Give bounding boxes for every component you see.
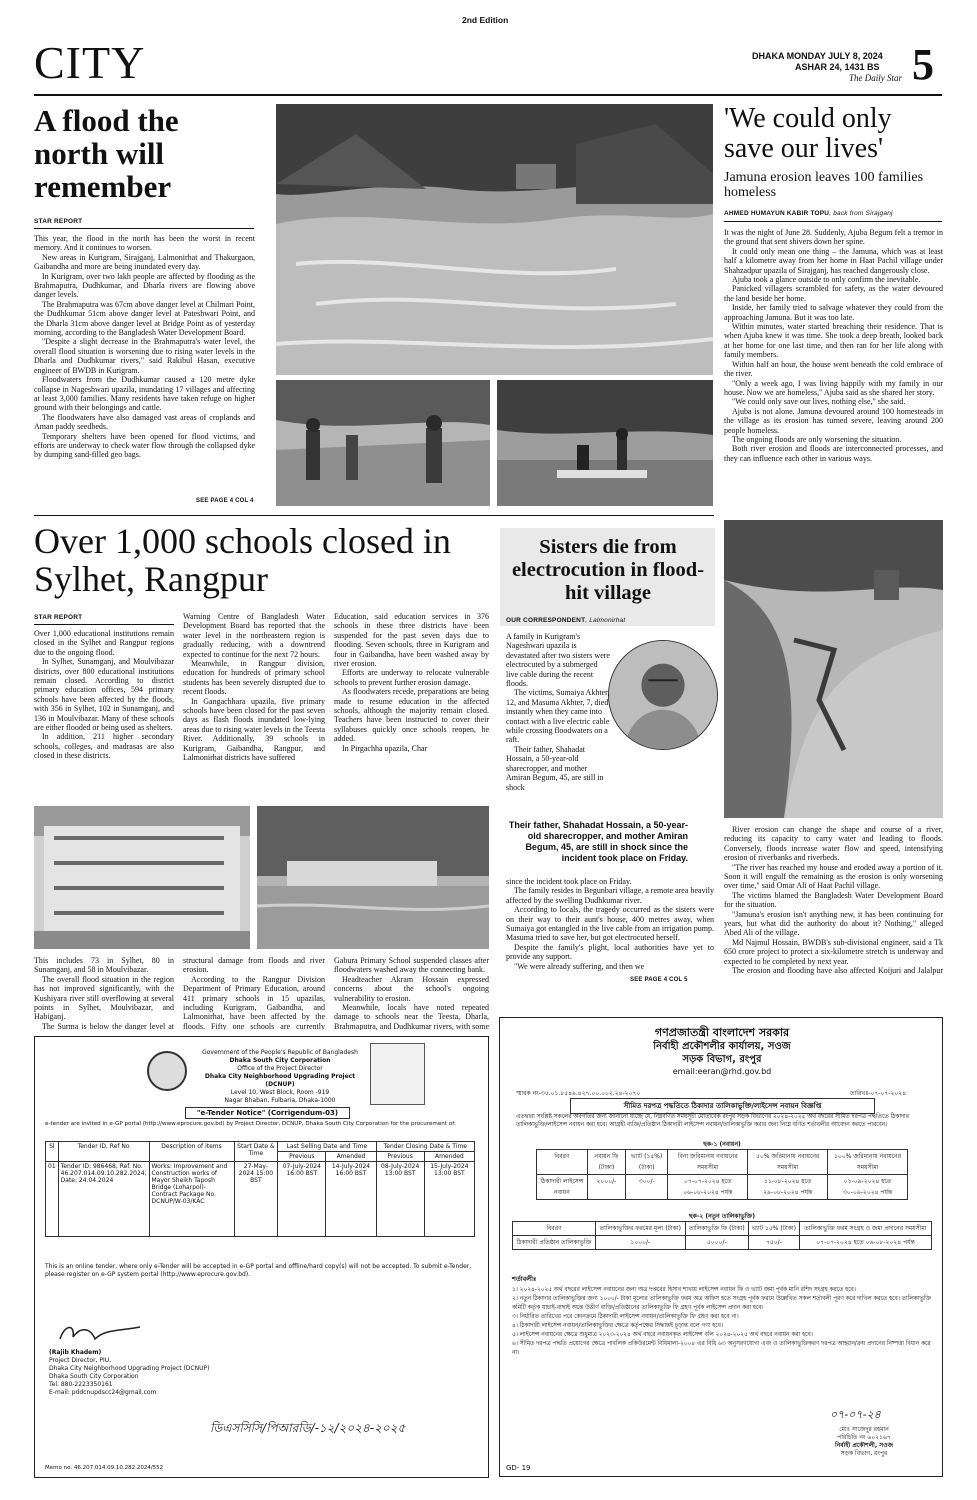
t1-cell: ১১-০৮-২০২৪ হতে ২৯-০৮-২০২৪ পর্যন্ত <box>748 1175 828 1200</box>
flood-para: Floodwaters from the Dudhkumar caused a 120 metre dyke collapse in Nageshwari upazila, inundating 17 villages and affecting at least 3,000 families. Many residents have taken refuge on higher ground with their belongings and cattle. <box>34 375 255 413</box>
sisters-para: "We were already suffering, and then we <box>514 961 645 971</box>
gov-line: Government of the People's Republic of Bangladesh <box>202 1049 358 1056</box>
schools-para: Efforts are underway to relocate vulnerable schools to prevent further erosion damage. <box>334 668 489 687</box>
t2-head: তালিকাভুক্তি ফি (টাকা) <box>685 1222 748 1236</box>
tender-intro: e-tender are invited in e-GP portal (http://www.eprocure.gov.bd) by Project Director, DCNUP, Dhaka South City Corporation for the procurement of: <box>45 1121 456 1127</box>
sisters-para: The family resides in Begunbari village, a remote area heavily affected by the swelling Dudhkumar river. <box>506 886 714 905</box>
schools-para: Gabura Primary School suspended classes after floodwaters washed away the connecting bank. <box>334 956 489 975</box>
signature <box>55 1319 145 1347</box>
flood-para: "Despite a slight decrease in the Brahmaputra's water level, the overall flood situation is worsening due to rising water levels in the Dharla and Dudhkumar rivers," said Rakibul Hasan, executive engineer of BWDB in Kurigram. <box>34 337 255 375</box>
jamuna-para: It could only mean one thing – the Jamuna, which was at least half a kilometre away from her home in Haat Pachil village under Shahzadpur upazila of Sirajganj, has reached dangerously close. <box>724 246 943 275</box>
td-cell: Works: Improvement and Construction works of Mayor Sheikh Taposh Bridge (Loharpol)- Contract Package No. DCNUP/W-03/KAC <box>149 1162 234 1237</box>
rhd-date: তারিখঃ-০৭-০৭-২০২৪ <box>850 1090 907 1097</box>
th-closing: Tender Closing Date & Time <box>376 1142 474 1152</box>
jamuna-deck: Jamuna erosion leaves 100 families homeless <box>724 170 924 200</box>
flood-para: This year, the flood in the north has been the worst in recent memory. And it continues to worsen. <box>34 234 255 253</box>
flood-para: Temporary shelters have been opened for flood victims, and efforts are underway to check water flow through the collapsed dyke by dumping sand-filled geo bags. <box>34 431 255 460</box>
td-cell: 01 <box>46 1162 59 1237</box>
jamuna-para: Ajuba is not alone. Jamuna devoured around 100 homesteads in the village as its erosion has turned severe, leaving around 200 people homeless. <box>724 406 943 435</box>
flood-byline-rule <box>34 228 254 229</box>
schools-para: As floodwaters recede, preparations are being made to resume education in the affected schools, although the majority remain closed. Teachers have been instructed to cover their syllabuses quickly once schools reopen, he added. <box>334 687 489 744</box>
jamuna-para: The ongoing floods are only worsening the situation. <box>732 434 902 444</box>
sisters-byline-name: OUR CORRESPONDENT <box>506 617 586 624</box>
td-cell: 07-July-2024 16:00 BST <box>278 1162 326 1237</box>
rhd-term: ৬। সীমিত দরপত্র পদ্ধতি প্রয়োগের ক্ষেত্রে পাবলিক প্রকিউরমেন্ট বিধিমালা-২০০৮ এর বিধি ৬৩ অনুসরণযোগ্য এবং ও তালিকাভুক্তিকরণ দরপত্র আহ্বান/ক্রয় প্রদানের নিষ্পত্তা বিধান করে না। <box>512 1341 931 1356</box>
sisters-para: Despite the family's plight, local authorities have yet to provide any support. <box>506 942 714 962</box>
dscc-tender-ad <box>34 1036 489 1478</box>
rhd-table2 <box>512 1221 932 1250</box>
signer-title: Dhaka South City Corporation <box>49 1373 139 1380</box>
flood-headline: A flood the north will remember <box>34 103 179 204</box>
th-sub: Amended <box>424 1152 474 1162</box>
jamuna-para: Both river erosion and floods are interconnected processes, and they can influence each other in various ways. <box>724 444 943 463</box>
sisters-body-2 <box>506 877 714 977</box>
jamuna-headline: 'We could only save our lives' <box>724 103 892 164</box>
schools-col2 <box>183 612 325 802</box>
th-sl: Sl <box>46 1142 59 1162</box>
flood-main-photo <box>276 104 713 375</box>
flooded-school-photo <box>257 806 489 949</box>
schools-byline-rule <box>34 624 174 625</box>
jamuna-para: "We could only save our lives, nothing else," she said. <box>732 397 906 407</box>
sisters-para: Their father, Shahadat Hossain, a 50-year-old sharecropper, and mother Amiran Begum, 45, are still in shock <box>506 744 604 792</box>
schools-para: The Surma is below the danger level at <box>42 1021 174 1030</box>
jamuna-byline-place: , back from Sirajganj <box>829 210 893 217</box>
th-last-selling: Last Selling Date and Time <box>278 1142 376 1152</box>
schools-para: Meanwhile, locals have noted repeated damage to schools near the Teesta, Dharla, Brahmaputra, and Dudhkumar rivers, with some <box>334 1003 489 1030</box>
rhd-signer: মোঃ সাজেদুর রহমান <box>839 1426 889 1433</box>
rhd-table1-title: ছক-১ (নবায়ন) <box>703 1141 741 1148</box>
office-line: Office of the Project Director <box>237 1065 323 1072</box>
sisters-pullquote: Their father, Shahadat Hossain, a 50-year-old sharecropper, and mother Amiran Begum, 45, are still in shock since the incident took place on Friday. <box>508 820 688 863</box>
jamuna-para: Within minutes, water started breaching their residence. That is when Ajuba knew it was time. She took a deep breath, looked back at her home for one last time, and then ran for her life along with family members. <box>724 322 943 360</box>
schools-para: structural damage from floods and river erosion. <box>183 956 325 975</box>
flood-jump: SEE PAGE 4 COL 4 <box>196 498 254 504</box>
section-title: CITY <box>34 37 146 88</box>
t1-head: বিবরণ <box>537 1150 588 1175</box>
t1-cell: ২০০০/- <box>587 1175 625 1200</box>
t2-head: বিবরণ <box>513 1222 596 1236</box>
t2-cell: ১০০০/- <box>595 1236 685 1250</box>
rhd-signer-block <box>804 1426 924 1458</box>
jamuna-para: Md Najmul Hossain, BWDB's sub-divisional engineer, said a Tk 650 crore project to protect a six-kilometre stretch is underway and expected to be completed by next year. <box>724 937 943 966</box>
t1-cell: ০১-০৯-২০২৪ হতে ৩০-০৯-২০২৪ পর্যন্ত <box>828 1175 908 1200</box>
schools-col4 <box>34 956 174 1030</box>
dscc-logo <box>147 1051 187 1091</box>
td-cell: Tender ID: 986468, Ref. No. 46.207.014.09.10.282.2024, Date: 24.04.2024 <box>58 1162 149 1237</box>
sisters-para: A family in Kurigram's Nageshwari upazila is devastated after two sisters were electrocuted by a submerged live cable during the recent floods. <box>506 632 610 689</box>
rhd-table2-title: ছক-২ (নতুন তালিকাভুক্তি) <box>689 1213 755 1220</box>
th-sub: Previous <box>278 1152 326 1162</box>
pr-stamp-number: ডিএসসিসি/পিআরডি/-১২/২০২৪-২০২৫ <box>210 1421 406 1435</box>
erosion-photo <box>724 520 943 818</box>
td-cell: 15-July-2024 13:00 BST <box>424 1162 474 1237</box>
t2-cell: ৭৫০/- <box>748 1236 799 1250</box>
flood-body <box>34 234 255 506</box>
t1-cell: ৩০০/- <box>626 1175 668 1200</box>
schools-para: Over 1,000 educational institutions remain closed in the Sylhet and Rangpur regions due to the ongoing flood. <box>34 629 174 657</box>
tender-notice-title: "e-Tender Notice" (Corrigendum-03) <box>185 1107 350 1119</box>
t1-head: বিনা জরিমানায় নবায়নের সময়সীমা <box>668 1150 748 1175</box>
t1-head: ১০০% জরিমানায় নবায়নের সময়সীমা <box>828 1150 908 1175</box>
t2-cell: ০৭-০৭-২০২৪ হতে ০৬-০৮-২০২৪ পর্যন্ত <box>799 1236 931 1250</box>
rhd-gov: গণপ্রজাতন্ত্রী বাংলাদেশ সরকার <box>654 1026 790 1039</box>
schools-para: In Sylhet, Sunamganj, and Moulvibazar districts, over 800 educational institutions remain closed. According to district primary education offices, 594 primary schools have been affected by the floods, with 356 in Sylhet, 102 in Sunamganj, and 136 in Moulvibazar. Many of these schools are either flooded or being used as shelters. <box>34 657 174 733</box>
rhd-division: সড়ক বিভাগ, রংপুর <box>682 1054 762 1065</box>
jamuna-body <box>724 228 943 510</box>
rhd-office: নির্বাহী প্রকৌশলীর কার্যালয়, সওজ <box>653 1041 791 1052</box>
jamuna-byline-name: AHMED HUMAYUN KABIR TOPU <box>724 210 830 217</box>
t2-head: তালিকাভুক্তি ফরম সংগ্রহ ও জমা প্রদানের সময়সীমা <box>799 1222 931 1236</box>
dyke-photo <box>276 380 490 506</box>
schools-para: Education, said education services in 376 schools in these three districts have been suspended for the past seven days due to flooding. Seven schools, three in Kurigram and four in Gaibandha, have been washed away by river erosion. <box>334 612 489 669</box>
signer-name: (Rajib Khadem) <box>49 1349 102 1356</box>
flood-para: The floodwaters have also damaged vast areas of croplands and Aman paddy seedbeds. <box>34 412 255 432</box>
rhd-term: ৩। নির্ধারিত তারিখের পরে কোনক্রমে ঠিকাদারী লাইসেন্স নবায়ন/তালিকাভুক্তি ফি গ্রহণ করা হবে না। <box>512 1314 739 1320</box>
th-start: Start Date & Time <box>234 1142 278 1162</box>
jamuna-para: It was the night of June 28. Suddenly, Ajuba Begum felt a tremor in the ground that sent shivers down her spine. <box>724 228 943 247</box>
dscc-header <box>195 1049 365 1105</box>
tender-footer: This is an online tender, where only e-Tender will be accepted in e-GP portal and offline/hard copy(s) will not be accepted. To submit e-Tender, please register on e-GP system portal (http://www.eprocure.gov.bd). <box>45 1263 472 1278</box>
signer-email: E-mail: pddcnupdscc24@gmail.com <box>49 1389 157 1396</box>
jamuna-para: Inside, her family tried to salvage whatever they could from the approaching Jamuna. But it was too late. <box>724 303 943 322</box>
flood-para: New areas in Kurigram, Sirajganj, Lalmonirhat and Thakurgaon, Gaibandha and more are being inundated every day. <box>34 252 255 272</box>
th-description: Description of items <box>149 1142 234 1162</box>
rhd-des: সড়ক বিভাগ, রংপুর <box>840 1450 888 1457</box>
t1-head: ভ্যাট (১৫%) (টাকা) <box>626 1150 668 1175</box>
sisters-byline-place: , Lalmonirhat <box>585 617 626 624</box>
rhd-header <box>500 1026 943 1077</box>
jamuna-para: "Jamuna's erosion isn't anything new, it has been continuing for years, but what did the authority do about it? Nothing," alleged Abed Ali of the village. <box>724 909 943 938</box>
bangla-date: ASHAR 24, 1431 BS <box>795 62 880 72</box>
t2-head: ভ্যাট ১৫% (টাকা) <box>748 1222 799 1236</box>
jamuna-para: The victims blamed the Bangladesh Water Development Board for the situation. <box>724 890 943 910</box>
edition-label: 2nd Edition <box>462 15 509 25</box>
rhd-title: সীমিত দরপত্র পদ্ধতিতে ঠিকাদার তালিকাভুক্তি/লাইসেন্স নবায়ন বিজ্ঞপ্তি <box>570 1098 875 1114</box>
schools-para: In addition, 211 higher secondary schools, colleges, and madrasas are also closed in these districts. <box>34 732 174 761</box>
signer-tel: Tel. 880-2223350161 <box>49 1381 113 1388</box>
schools-para: Headteacher Akram Hossain expressed concerns about the school's ongoing vulnerability to erosion. <box>334 974 489 1003</box>
t1-head: নবায়ন ফি (টাকা) <box>587 1150 625 1175</box>
jamuna-para: "Only a week ago, I was living happily with my family in our house. Now we are homeless," Ajuba said as she shared her story. <box>724 378 943 397</box>
jamuna-para: Within half an hour, the house went beneath the cold embrace of the river. <box>724 359 943 379</box>
signer-title: Project Director, PIU, <box>49 1357 112 1364</box>
rhd-term: ২। নতুন ঠিকাদার তালিকাভুক্তির জন্য ১০০০/- টাকা মূল্যের তালিকাভুক্তি ফরম অত্র অফিস হতে সংগ্রহ পূর্বক ফরমে উল্লেখিত সকল শর্তাবলী পূরণ করে দাখিল করতে হবে। তালিকাভুক্তি কমিটি কর্তৃক যাচাই-বাছাই অন্তে উত্তীর্ণ ব্যক্তি/প্রতিষ্ঠানের তালিকাভুক্তি ফি গ্রহণ পূর্বক লাইসেন্স প্রদান করা হবে। <box>512 1296 931 1311</box>
rhd-memo: স্মারক নং-৩৫.০১.৮৫৪৯.৪২৭.০০.০০২.২৪-২০৭০ <box>516 1090 641 1097</box>
schools-para: In Pirgachha upazila, Char <box>342 743 428 753</box>
flood-para: In Kurigram, over two lakh people are affected by flooding as the Brahmaputra, Dudhkumar, and Dharla rivers are flowing above danger levels. <box>34 271 255 300</box>
t1-cell: ০৭-০৭-২০২৪ হতে ০৬-০৮-২০২৪ পর্যন্ত <box>668 1175 748 1200</box>
rhd-sign-date: ০৭-০৭-২৪ <box>830 1408 881 1421</box>
addr-line: Level 10, West Block, Room -919 <box>230 1089 330 1096</box>
rhd-term: ১। ২০২৪-২০২৫ অর্থ বছরের লাইসেন্স নবায়নের জন্য অত্র দপ্তরের হিসাব শাখায় লাইসেন্স নবায়ন ফি ও ভ্যাট জমা পূর্বক মানি রশিদ সংগ্রহ করতে হবে। <box>512 1287 856 1293</box>
jamuna-body-2 <box>724 825 943 975</box>
t2-head: তালিকাভুক্তির ফরমের মূল্য (টাকা) <box>595 1222 685 1236</box>
schools-para: According to the Rangpur Division Department of Primary Education, around 411 primary schools in 15 upazilas, including Kurigram, Gaibandha, and Lalmonirhat, have been affected by the floods. Fifty one schools are currently <box>183 974 325 1030</box>
th-tender-id: Tender ID, Ref No <box>58 1142 149 1162</box>
rhd-table1 <box>536 1149 908 1200</box>
schools-para: Meanwhile, in Rangpur division, education for hundreds of primary school students has been severely disrupted due to recent floods. <box>183 659 325 697</box>
rhd-notice-ad <box>499 1017 943 1477</box>
td-cell: 27-May-2024 15:00 BST <box>234 1162 278 1237</box>
schools-byline: STAR REPORT <box>34 614 83 621</box>
tender-table <box>45 1141 475 1237</box>
schools-para: The overall flood situation in the region has not improved significantly, with the Kushiyara river still overflowing at several points in Sylhet, Moulvibazar, and Habiganj. <box>34 974 174 1022</box>
jamuna-byline-rule <box>724 221 942 222</box>
schools-headline: Over 1,000 schools closed in Sylhet, Rangpur <box>34 521 451 599</box>
schools-col3 <box>334 612 489 802</box>
signer-block <box>49 1349 209 1397</box>
rhd-intro: এতদ্বারা সংশ্লিষ্ট সকলের অবগতির জন্য জানানো যাচ্ছে যে, নিম্নবর্ণিত সময়সূচী মোতাবেক রংপুর সড়ক বিভাগের ২০২৪-২০২৫ অর্থ বছরের সীমিত দরপত্র পদ্ধতিতে ঠিকাদার তালিকাভুক্তি/লাইসেন্স নবায়ন করা হবে। আগ্রহী ব্যক্তি/প্রতিষ্ঠান ঠিকাদারী লাইসেন্স নবায়ন/তালিকাভুক্তি করার জন্য নিম্নে বর্ণিত শর্তাবলীর আবেদন করতে পারবেন। <box>516 1114 909 1128</box>
jamuna-para: The erosion and flooding have also affected Koijuri and Jalalpur <box>732 966 943 975</box>
memo-number: Memo no. 46.207.014.09.10.282.2024/552 <box>45 1465 164 1471</box>
sisters-para: since the incident took place on Friday. <box>506 877 632 886</box>
jamuna-para: "The river has reached my house and eroded away a portion of it. Soon it will engulf the remaining as the erosion is only worsening over time," said Omar Ali of Haat Pachil village. <box>724 862 943 891</box>
dateline <box>752 51 902 84</box>
raft-photo <box>497 380 713 506</box>
th-sub: Amended <box>326 1152 376 1162</box>
jamuna-byline <box>724 210 893 217</box>
t1-head: ৫০% জরিমানায় নবায়নের সময়সীমা <box>748 1150 828 1175</box>
page-number: 5 <box>912 40 934 89</box>
th-sub: Previous <box>376 1152 424 1162</box>
sisters-jump: SEE PAGE 4 COL 5 <box>630 977 688 983</box>
t2-cell: ৫০০০/- <box>685 1236 748 1250</box>
rhd-term: ৪। ঠিকাদারী লাইসেন্স নবায়ন/তালিকাভুক্তির ক্ষেত্রে কর্তৃপক্ষের সিদ্ধান্তই চূড়ান্ত বলে গণ্য হবে। <box>512 1323 723 1329</box>
rhd-term: ৫। লাইসেন্স নবায়নের ক্ষেত্রে শুধুমাত্র ২০২৩-২০২৪ অর্থ বছরে নবায়নকৃত লাইসেন্স বলি ২০২৪-২০২৫ অর্থ বছরে নবায়ন করা হবে। <box>512 1332 813 1338</box>
header-rule <box>34 94 942 96</box>
signer-title: Dhaka City Neighborhood Upgrading Project (DCNUP) <box>49 1365 210 1372</box>
flood-para: The Brahmaputra was 67cm above danger level at Chilmari Point, the Dudhkumar 51cm above danger level at Pateshwari Point, and the Dharla 31cm above danger level at Bridge Point as of yesterday morning, according to the Bangladesh Water Development Board. <box>34 299 255 338</box>
sisters-body <box>506 632 610 810</box>
campaign-logo <box>370 1043 425 1105</box>
schools-para: This includes 73 in Sylhet, 80 in Sunamganj, and 58 in Moulvibazar. <box>34 956 174 975</box>
sisters-para: According to locals, the tragedy occurred as the sisters were on their way to their aunt's house, 400 metres away, when Sumaiya got entangled in the live cable from an irrigation pump. Masuma tried to save her, but got electrocuted herself. <box>506 905 714 943</box>
td-cell: 08-July-2024 13:00 BST <box>376 1162 424 1237</box>
rhd-terms <box>512 1286 932 1358</box>
mid-rule <box>34 515 714 516</box>
jamuna-para: Ajuba took a glance outside to only confirm the inevitable. <box>732 275 921 285</box>
schools-col1 <box>34 629 174 801</box>
rhd-id: পরিচিতি নং ৬০২১৬৭ <box>837 1434 891 1441</box>
td-cell: 14-July-2024 16:00 BST <box>326 1162 376 1237</box>
sisters-para: The victims, Sumaiya Akhter, 12, and Masuma Akhter, 7, died instantly when they came into contact with a live electric cable while crossing floodwaters on a raft. <box>506 688 610 745</box>
school-building-photo <box>34 806 250 949</box>
schools-col6 <box>334 956 489 1030</box>
rhd-des: নির্বাহী প্রকৌশলী, সওজ <box>835 1442 893 1449</box>
t2-cell: ঠিকাদারী প্রতিষ্ঠান তালিকাভুক্তি <box>513 1236 596 1250</box>
date-text: DHAKA MONDAY JULY 8, 2024 <box>752 51 883 61</box>
project-line: Dhaka City Neighborhood Upgrading Project (DCNUP) <box>204 1073 356 1088</box>
flood-byline: STAR REPORT <box>34 218 83 225</box>
father-portrait <box>608 640 718 750</box>
t1-cell: ঠিকাদারী লাইসেন্স নবায়ন <box>537 1175 588 1200</box>
sisters-byline <box>506 617 625 624</box>
jamuna-para: Panicked villagers scrambled for safety, as the water devoured the land beside her home. <box>724 284 943 303</box>
schools-col5 <box>183 956 325 1030</box>
masthead-logo: The Daily Star <box>849 73 902 83</box>
corp-line: Dhaka South City Corporation <box>229 1057 331 1064</box>
jamuna-para: River erosion can change the shape and course of a river, reducing its capacity to carry water and leading to floods. Conversely, floods increase water flow and speed, intensifying erosion of riverbanks and riverbeds. <box>724 825 943 863</box>
rhd-terms-title: শর্তাবলীঃ <box>512 1275 537 1283</box>
sisters-headline: Sisters die from electrocution in flood-hit village <box>511 536 705 604</box>
addr-line: Nagar Bhaban, Fulbaria, Dhaka-1000 <box>224 1097 336 1104</box>
schools-para: In Gangachhara upazila, five primary schools have been closed for the past seven days as flash floods inundated low-lying areas due to rising water levels in the Teesta River. Additionally, 39 schools in Kurigram, Gaibandha, Rangpur, and Lalmonirhat districts have suffered <box>183 696 325 763</box>
schools-para: Warning Centre of Bangladesh Water Development Board has reported that the water level in the northeastern region is gradually reducing, with a downtrend expected to continue for the next 72 hours. <box>183 612 325 659</box>
gd-number: GD- 19 <box>506 1464 531 1472</box>
rhd-email: email:eeran@rhd.gov.bd <box>672 1067 772 1076</box>
